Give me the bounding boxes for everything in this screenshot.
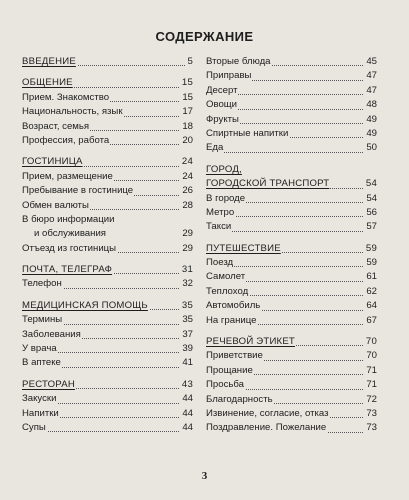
toc-entry-page: 62	[364, 285, 377, 299]
toc-entry-page: 44	[180, 421, 193, 435]
toc-entry-label: Фрукты	[206, 113, 239, 125]
section-gap	[22, 148, 193, 155]
toc-entry-page: 54	[364, 177, 377, 191]
toc-entry[interactable]	[22, 342, 193, 356]
toc-entry-page: 57	[364, 220, 377, 234]
toc-entry-label: Автомобиль	[206, 300, 261, 312]
dot-leader	[206, 152, 377, 153]
toc-entry-label: Заболевания	[22, 328, 81, 340]
toc-entry-label: Супы	[22, 421, 46, 433]
toc-entry[interactable]	[206, 407, 377, 421]
toc-section-heading[interactable]	[206, 163, 377, 177]
toc-entry-page: 59	[364, 242, 377, 256]
toc-entry[interactable]	[206, 84, 377, 98]
toc-section-heading[interactable]	[22, 378, 193, 392]
toc-entry-page: 44	[180, 392, 193, 406]
toc-entry[interactable]	[22, 213, 193, 227]
toc-entry[interactable]	[206, 378, 377, 392]
toc-entry-page: 64	[364, 299, 377, 313]
toc-entry-page: 49	[364, 127, 377, 141]
toc-entry[interactable]	[22, 227, 193, 241]
section-gap	[22, 256, 193, 263]
toc-entry-label: Десерт	[206, 84, 238, 96]
toc-entry-page: 28	[180, 199, 193, 213]
toc-entry[interactable]	[206, 113, 377, 127]
toc-entry-page: 35	[180, 299, 193, 313]
toc-entry[interactable]	[206, 349, 377, 363]
toc-entry[interactable]	[206, 285, 377, 299]
toc-entry-label: ГОРОД,	[206, 163, 242, 175]
toc-entry-label: Приправы	[206, 70, 252, 82]
toc-entry[interactable]	[22, 392, 193, 406]
toc-entry[interactable]	[206, 127, 377, 141]
toc-left-column	[22, 55, 193, 435]
toc-entry-label: ВВЕДЕНИЕ	[22, 56, 76, 67]
toc-entry[interactable]	[206, 299, 377, 313]
toc-entry-page: 35	[180, 313, 193, 327]
toc-section-heading[interactable]	[22, 76, 193, 90]
toc-entry-page: 70	[364, 349, 377, 363]
section-gap	[22, 69, 193, 76]
toc-entry-page: 71	[364, 364, 377, 378]
toc-entry-page: 29	[180, 227, 193, 241]
toc-entry-label: Самолет	[206, 271, 246, 283]
toc-entry-label: Профессия, работа	[22, 134, 110, 146]
toc-entry-label: ОБЩЕНИЕ	[22, 77, 73, 89]
toc-entry[interactable]	[206, 192, 377, 206]
toc-right-column	[206, 55, 377, 436]
toc-entry[interactable]	[206, 256, 377, 270]
toc-entry-label: Вторые блюда	[206, 56, 271, 67]
toc-entry[interactable]	[22, 313, 193, 327]
toc-entry[interactable]	[22, 91, 193, 105]
toc-entry[interactable]	[22, 407, 193, 421]
toc-entry-label: Отъезд из гостиницы	[22, 242, 117, 254]
section-gap	[206, 156, 377, 163]
toc-entry-label: Пребывание в гостинице	[22, 185, 134, 197]
toc-entry-label: РЕЧЕВОЙ ЭТИКЕТ	[206, 336, 295, 348]
toc-entry[interactable]	[22, 170, 193, 184]
toc-entry-page: 67	[364, 314, 377, 328]
toc-entry[interactable]	[22, 120, 193, 134]
toc-entry[interactable]	[22, 328, 193, 342]
toc-entry-page: 48	[364, 98, 377, 112]
toc-entry[interactable]	[206, 98, 377, 112]
toc-entry-page: 45	[364, 55, 377, 69]
toc-section-heading[interactable]	[22, 55, 193, 69]
toc-entry-page: 20	[180, 134, 193, 148]
toc-entry-page: 71	[364, 378, 377, 392]
toc-entry[interactable]	[22, 277, 193, 291]
toc-entry-page: 72	[364, 393, 377, 407]
toc-entry-label: ПУТЕШЕСТВИЕ	[206, 242, 281, 254]
toc-entry-page: 50	[364, 141, 377, 155]
toc-entry-page: 15	[180, 76, 193, 90]
toc-section-heading[interactable]	[206, 242, 377, 256]
toc-section-heading[interactable]	[22, 263, 193, 277]
toc-entry[interactable]	[22, 184, 193, 198]
toc-entry-label: ГОРОДСКОЙ ТРАНСПОРТ	[206, 178, 330, 190]
toc-entry[interactable]	[206, 314, 377, 328]
toc-entry-label: В аптеке	[22, 357, 61, 369]
toc-entry-page: 41	[180, 356, 193, 370]
toc-entry-label: Еда	[206, 142, 224, 154]
toc-entry-page: 47	[364, 84, 377, 98]
toc-entry[interactable]	[22, 199, 193, 213]
toc-entry[interactable]	[206, 270, 377, 284]
toc-entry-label: В бюро информации	[22, 213, 115, 225]
toc-section-heading[interactable]	[206, 177, 377, 191]
toc-entry-label: У врача	[22, 343, 57, 355]
toc-entry[interactable]	[206, 141, 377, 155]
toc-entry-page: 47	[364, 69, 377, 83]
toc-entry-page: 70	[364, 335, 377, 349]
section-gap	[206, 328, 377, 335]
toc-entry-label: Теплоход	[206, 285, 249, 297]
toc-entry-page: 39	[180, 342, 193, 356]
toc-entry-page: 37	[180, 328, 193, 342]
toc-entry-page: 32	[180, 277, 193, 291]
toc-section-heading[interactable]	[22, 155, 193, 169]
toc-entry-label: Напитки	[22, 407, 59, 419]
toc-entry-label: и обслуживания	[34, 228, 106, 240]
toc-entry[interactable]	[206, 206, 377, 220]
toc-entry[interactable]	[206, 421, 377, 435]
toc-entry-label: Такси	[206, 221, 232, 233]
toc-entry[interactable]	[206, 393, 377, 407]
toc-entry-label: Прием. Знакомство	[22, 91, 110, 103]
toc-entry[interactable]	[206, 69, 377, 83]
toc-entry-label: ПОЧТА, ТЕЛЕГРАФ	[22, 264, 113, 276]
toc-entry[interactable]	[206, 220, 377, 234]
toc-entry-label: Поздравление. Пожелание	[206, 422, 327, 434]
toc-section-heading[interactable]	[22, 299, 193, 313]
toc-entry[interactable]	[22, 105, 193, 119]
toc-entry-label: Телефон	[22, 278, 62, 290]
toc-entry-label: Извинение, согласие, отказ	[206, 407, 329, 419]
toc-entry-page: 49	[364, 113, 377, 127]
section-gap	[206, 235, 377, 242]
toc-entry-label: Национальность, язык	[22, 106, 123, 118]
toc-entry[interactable]	[206, 364, 377, 378]
toc-entry-label: Приветствие	[206, 350, 263, 362]
toc-entry[interactable]	[22, 356, 193, 370]
toc-entry-page: 61	[364, 270, 377, 284]
toc-entry-label: Метро	[206, 206, 235, 218]
toc-entry-page: 18	[180, 120, 193, 134]
toc-entry-label: Термины	[22, 314, 63, 326]
toc-entry[interactable]	[22, 421, 193, 435]
toc-entry[interactable]	[206, 55, 377, 69]
toc-entry-label: Просьба	[206, 379, 244, 391]
toc-entry-page: 73	[364, 421, 377, 435]
toc-entry-page: 73	[364, 407, 377, 421]
toc-entry-label: На границе	[206, 314, 257, 326]
toc-entry-label: МЕДИЦИНСКАЯ ПОМОЩЬ	[22, 299, 148, 311]
toc-entry-label: Возраст, семья	[22, 120, 90, 132]
toc-entry-page: 15	[180, 91, 193, 105]
dot-leader	[22, 431, 193, 432]
toc-entry[interactable]	[22, 134, 193, 148]
section-gap	[22, 292, 193, 299]
toc-entry-page: 24	[180, 170, 193, 184]
toc-entry-label: В городе	[206, 192, 246, 204]
toc-entry-label: Прощание	[206, 364, 253, 376]
toc-entry-page: 43	[180, 378, 193, 392]
page-title: СОДЕРЖАНИЕ	[155, 29, 254, 44]
toc-entry-label: Овощи	[206, 99, 238, 111]
toc-entry-page: 31	[180, 263, 193, 277]
toc-entry-label: Закуски	[22, 393, 57, 405]
toc-entry-label: ГОСТИНИЦА	[22, 156, 83, 168]
toc-entry-label: Благодарность	[206, 393, 273, 405]
toc-entry-page: 29	[180, 242, 193, 256]
toc-entry-page: 26	[180, 184, 193, 198]
toc-entry-page: 44	[180, 407, 193, 421]
toc-entry[interactable]	[22, 242, 193, 256]
page-number: 3	[201, 470, 208, 482]
toc-entry-label: Поезд	[206, 257, 234, 269]
toc-entry-page: 56	[364, 206, 377, 220]
toc-entry-page: 24	[180, 155, 193, 169]
toc-entry-page: 17	[180, 105, 193, 119]
section-gap	[22, 371, 193, 378]
toc-section-heading[interactable]	[206, 335, 377, 349]
toc-entry-label: Обмен валюты	[22, 199, 89, 211]
toc-entry-label: РЕСТОРАН	[22, 378, 75, 390]
toc-entry-label: Спиртные напитки	[206, 127, 289, 139]
toc-entry-page: 54	[364, 192, 377, 206]
toc-entry-page: 59	[364, 256, 377, 270]
toc-entry-page: 5	[185, 55, 193, 69]
toc-entry-label: Прием, размещение	[22, 170, 113, 182]
